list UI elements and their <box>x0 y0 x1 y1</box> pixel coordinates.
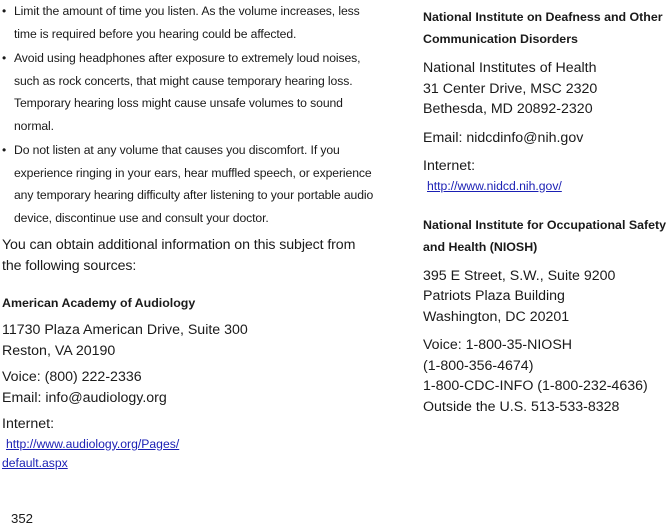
org-name: American Academy of Audiology <box>2 296 196 310</box>
bullet-dot-icon: • <box>2 4 7 18</box>
bullet-avoid-headphones <box>2 47 374 137</box>
voice-line: Voice: 1-800-35-NIOSH <box>423 337 573 353</box>
address-block <box>423 58 667 120</box>
bullet-discomfort <box>2 139 374 229</box>
org-nidcd <box>423 6 667 196</box>
left-column <box>2 0 374 473</box>
address-line: Bethesda, MD 20892-2320 <box>423 101 593 117</box>
right-column <box>423 6 667 417</box>
address-line: Washington, DC 20201 <box>423 308 570 325</box>
sources-intro: You can obtain additional information on this subject from the following sources: <box>2 237 356 274</box>
internet-label: Internet: <box>423 158 476 174</box>
internet-block <box>2 414 374 473</box>
org-name: National Institute on Deafness and Other Communication Disorders <box>423 10 663 46</box>
address-line: Reston, VA 20190 <box>2 342 116 359</box>
voice-line: (1-800-356-4674) <box>423 357 534 374</box>
contact-block <box>423 335 667 417</box>
page-number: 352 <box>11 511 34 526</box>
contact-block <box>423 128 667 149</box>
bullet-dot-icon: • <box>2 143 7 157</box>
voice-line: Outside the U.S. 513-533-8328 <box>423 398 620 415</box>
org-american-academy-of-audiology <box>2 293 374 473</box>
bullet-text: Do not listen at any volume that causes you discomfort. If you experience ringing in your ears, hear muffled speech, or experience any temporary hearing difficulty after listening to your portable audio device, discontinue use and consult your doctor. <box>14 143 374 225</box>
address-line: National Institutes of Health <box>423 60 597 76</box>
voice-line: Voice: (800) 222-2336 <box>2 369 142 385</box>
link-text-line[interactable]: default.aspx <box>2 455 68 470</box>
bullet-text: Limit the amount of time you listen. As the volume increases, less time is required before you hearing could be affected. <box>14 4 360 41</box>
address-line: Patriots Plaza Building <box>423 288 565 304</box>
bullet-dot-icon: • <box>2 51 7 65</box>
org-name: National Institute for Occupational Safety and Health (NIOSH) <box>423 217 667 254</box>
internet-block <box>423 156 667 196</box>
link-text-line[interactable]: http://www.audiology.org/Pages/ <box>6 436 180 451</box>
address-block <box>423 266 667 328</box>
address-block <box>2 320 374 361</box>
bullet-limit-time <box>2 0 374 45</box>
org-niosh <box>423 214 667 418</box>
email-line: Email: info@audiology.org <box>2 389 167 406</box>
bullet-text: Avoid using headphones after exposure to extremely loud noises, such as rock concerts, that might cause temporary hearing loss. Temporary hearing loss might cause unsafe volumes to sound normal. <box>14 51 361 133</box>
address-line: 395 E Street, S.W., Suite 9200 <box>423 267 616 284</box>
internet-link[interactable] <box>2 435 374 473</box>
address-line: 11730 Plaza American Drive, Suite 300 <box>2 322 248 338</box>
contact-block <box>2 367 374 408</box>
address-line: 31 Center Drive, MSC 2320 <box>423 80 598 97</box>
email-line: Email: nidcdinfo@nih.gov <box>423 129 584 146</box>
internet-link[interactable]: http://www.nidcd.nih.gov/ <box>427 178 562 193</box>
safety-bullet-list <box>2 0 374 229</box>
internet-label: Internet: <box>2 416 55 432</box>
voice-line: 1-800-CDC-INFO (1-800-232-4636) <box>423 378 648 394</box>
